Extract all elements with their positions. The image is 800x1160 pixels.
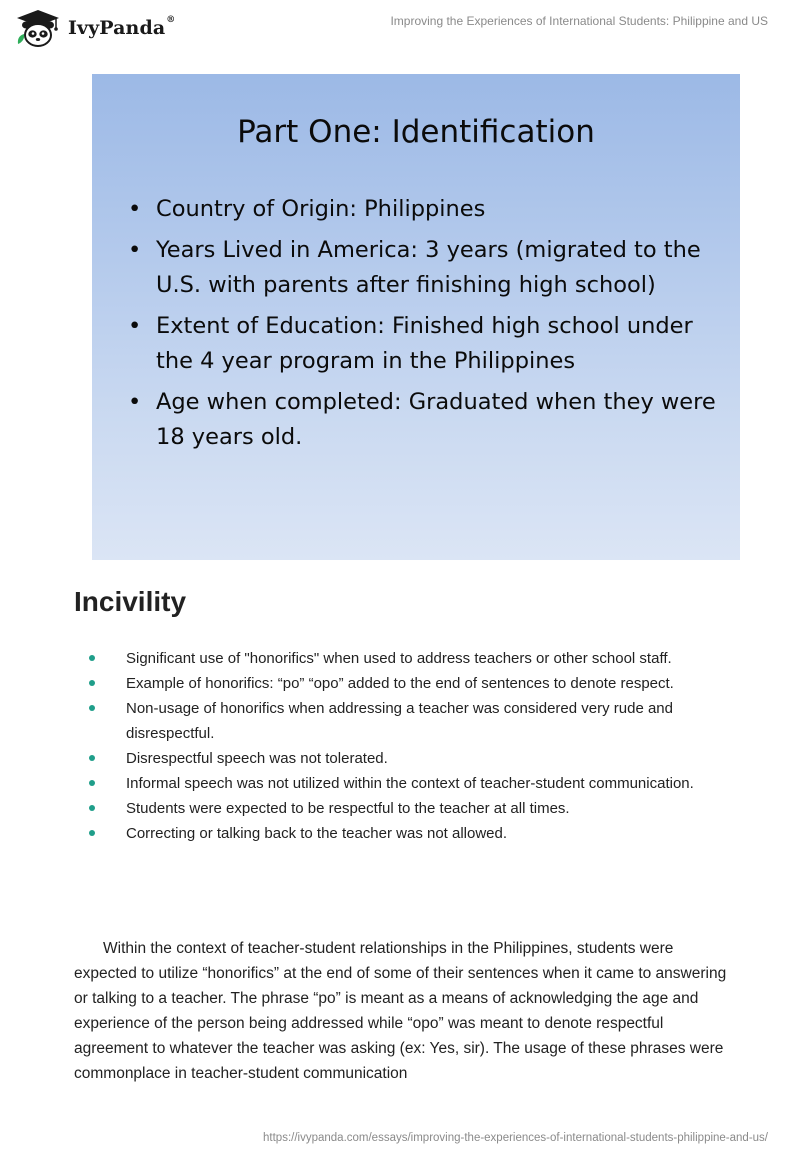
slide-image xyxy=(92,74,740,560)
list-item-text: Correcting or talking back to the teacher was not allowed. xyxy=(126,825,508,842)
bullet-icon: • xyxy=(128,237,142,263)
bullet-icon: • xyxy=(128,313,142,339)
source-url-link[interactable]: https://ivypanda.com/essays/improving-the-experiences-of-international-students-philippine-and-us/ xyxy=(263,1132,768,1144)
bullet-dot-icon xyxy=(89,705,95,711)
list-item-text: Significant use of "honorifics" when used to address teachers or other school staff. xyxy=(126,650,672,667)
list-item-text: Disrespectful speech was not tolerated. xyxy=(126,750,388,767)
list-item-text: Example of honorifics: “po” “opo” added to the end of sentences to denote respect. xyxy=(126,675,674,692)
document-title: Improving the Experiences of International Students: Philippine and US xyxy=(390,14,768,28)
bullet-dot-icon xyxy=(89,805,95,811)
brand-name: IvyPanda® xyxy=(68,15,176,39)
slide-list-item-text: Country of Origin: Philippines xyxy=(156,196,486,222)
registered-mark: ® xyxy=(166,15,176,25)
bullet-icon: • xyxy=(128,196,142,222)
list-item-text: Informal speech was not utilized within the context of teacher-student communication. xyxy=(126,775,694,792)
list-item xyxy=(88,746,728,771)
section-heading: Incivility xyxy=(74,586,187,617)
incivility-bullet-list xyxy=(88,646,728,846)
slide-list-item xyxy=(126,192,716,227)
list-item xyxy=(88,771,728,796)
bullet-dot-icon xyxy=(89,780,95,786)
bullet-dot-icon xyxy=(89,755,95,761)
bullet-dot-icon xyxy=(89,830,95,836)
slide-list-item xyxy=(126,309,716,379)
slide-title: Part One: Identification xyxy=(237,114,595,150)
slide-list-item-text: Years Lived in America: 3 years (migrated to the U.S. with parents after finishing high school) xyxy=(156,237,701,298)
list-item xyxy=(88,821,728,846)
list-item xyxy=(88,671,728,696)
list-item xyxy=(88,796,728,821)
list-item-text: Students were expected to be respectful to the teacher at all times. xyxy=(126,800,570,817)
body-paragraph: Within the context of teacher-student relationships in the Philippines, students were expected to utilize “honorifics” at the end of some of their sentences when it came to answering or talking to a teacher. The phrase “po” is meant as a means of acknowledging the age and experience of the person being addressed while “opo” was meant to denote respectful agreement to whatever the teacher was asking (ex: Yes, sir). The usage of these phrases were commonplace in teacher-student communication xyxy=(74,940,727,1082)
slide-list-item xyxy=(126,233,716,303)
bullet-dot-icon xyxy=(89,680,95,686)
bullet-dot-icon xyxy=(89,655,95,661)
slide-list-item-text: Extent of Education: Finished high school under the 4 year program in the Philippines xyxy=(156,313,693,374)
slide-bullet-list xyxy=(126,192,716,461)
panda-graduate-icon xyxy=(13,8,63,48)
list-item xyxy=(88,646,728,671)
list-item-text: Non-usage of honorifics when addressing a teacher was considered very rude and disrespectful. xyxy=(126,700,673,742)
bullet-icon: • xyxy=(128,389,142,415)
slide-list-item-text: Age when completed: Graduated when they were 18 years old. xyxy=(156,389,716,450)
list-item xyxy=(88,696,728,746)
page-header xyxy=(0,0,800,66)
brand-logo[interactable] xyxy=(13,8,175,48)
slide-list-item xyxy=(126,385,716,455)
